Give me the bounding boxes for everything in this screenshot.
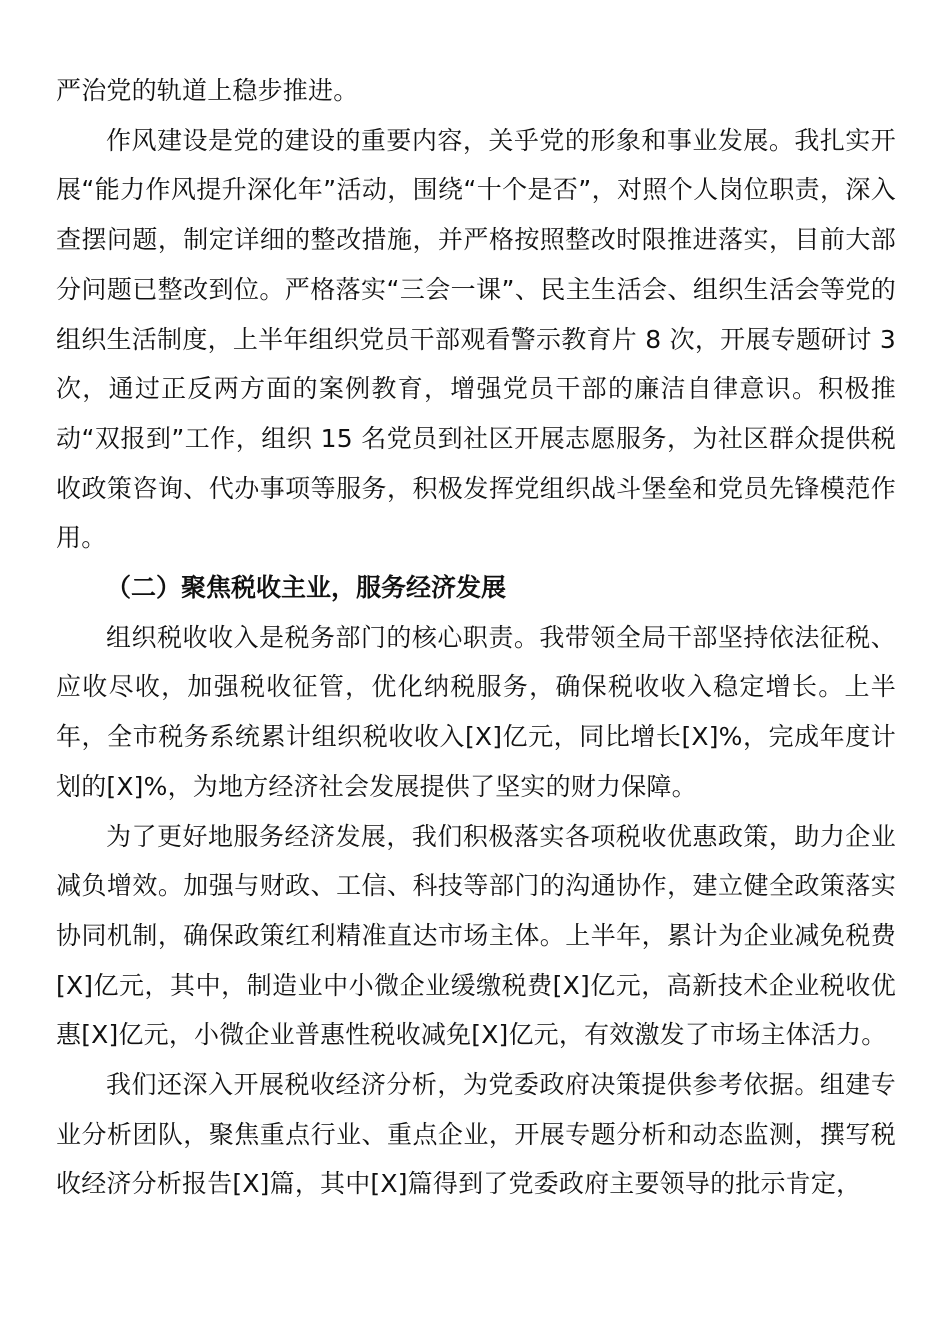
paragraph-tax-revenue: 组织税收收入是税务部门的核心职责。我带领全局干部坚持依法征税、应收尽收，加强税收征管，优化纳税服务，确保税收收入稳定增长。上半年，全市税务系统累计组织税收收入[X]亿元，同比增长[X]%，完成年度计划的[X]%，为地方经济社会发展提供了坚实的财力保障。 [56,622,896,801]
document-page [56,66,896,1209]
section-heading: （二）聚焦税收主业，服务经济发展 [106,573,507,603]
paragraph-work-style: 作风建设是党的建设的重要内容，关乎党的形象和事业发展。我扎实开展“能力作风提升深化年”活动，围绕“十个是否”，对照个人岗位职责，深入查摆问题，制定详细的整改措施，并严格按照整改时限推进落实，目前大部分问题已整改到位。严格落实“三会一课”、民主生活会、组织生活会等党的组织生活制度，上半年组织党员干部观看警示教育片 8 次，开展专题研讨 3 次，通过正反两方面的案例教育，增强党员干部的廉洁自律意识。积极推动“双报到”工作，组织 15 名党员到社区开展志愿服务，为社区群众提供税收政策咨询、代办事项等服务，积极发挥党组织战斗堡垒和党员先锋模范作用。 [56,125,896,553]
paragraph-continuation: 严治党的轨道上稳步推进。 [56,76,359,105]
paragraph-economic-analysis: 我们还深入开展税收经济分析，为党委政府决策提供参考依据。组建专业分析团队，聚焦重点行业、重点企业，开展专题分析和动态监测，撰写税收经济分析报告[X]篇，其中[X]篇得到了党委政府主要领导的批示肯定， [56,1070,896,1199]
paragraph-tax-incentives: 为了更好地服务经济发展，我们积极落实各项税收优惠政策，助力企业减负增效。加强与财政、工信、科技等部门的沟通协作，建立健全政策落实协同机制，确保政策红利精准直达市场主体。上半年，累计为企业减免税费[X]亿元，其中，制造业中小微企业缓缴税费[X]亿元，高新技术企业税收优惠[X]亿元，小微企业普惠性税收减免[X]亿元，有效激发了市场主体活力。 [56,821,896,1050]
